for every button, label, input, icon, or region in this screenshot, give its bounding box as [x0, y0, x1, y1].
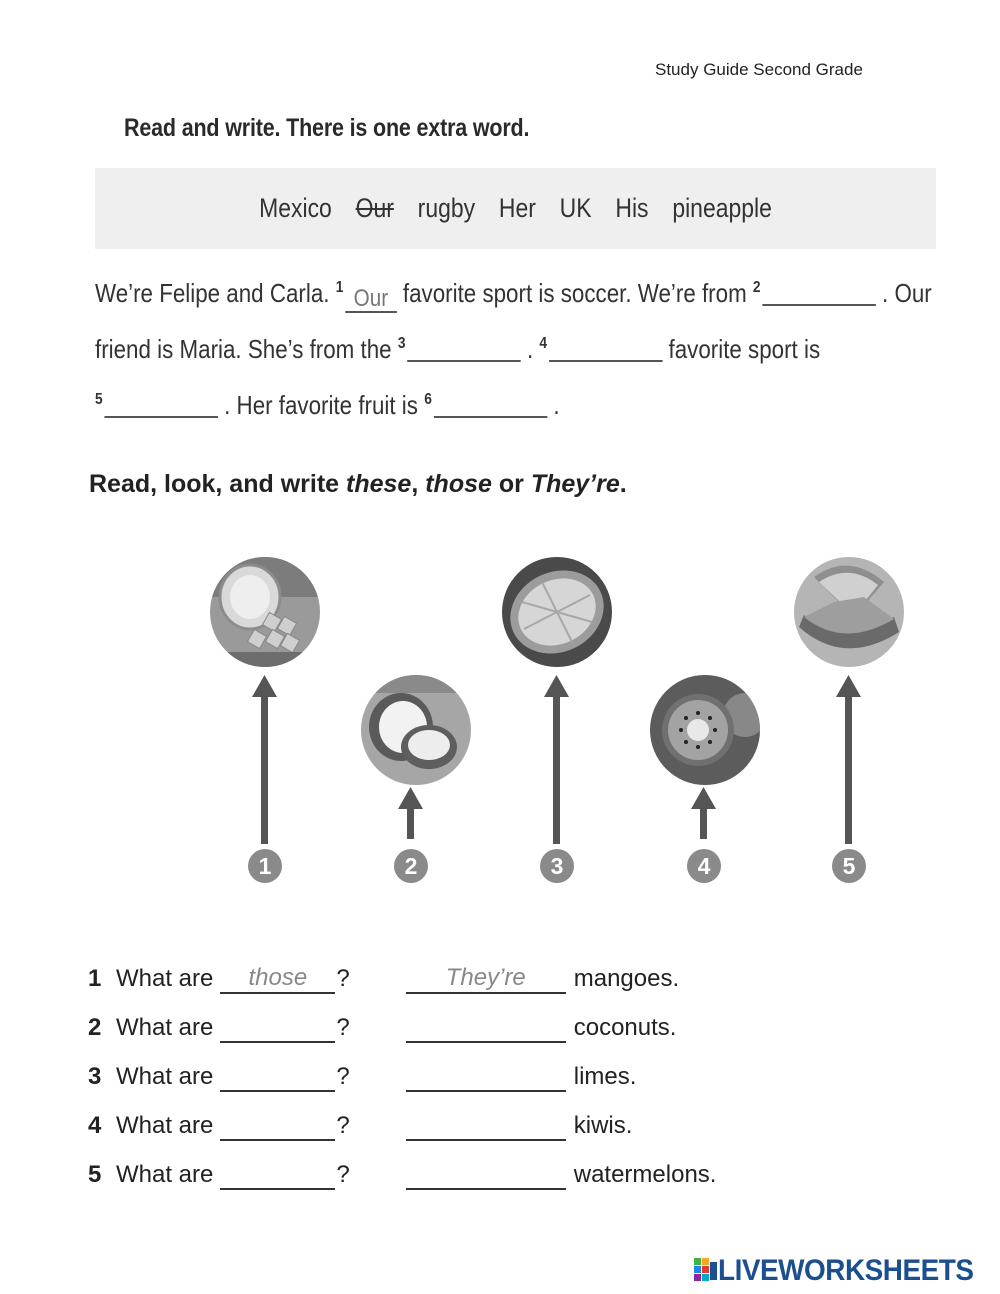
arrow-3: [553, 692, 560, 844]
paragraph-line-2: [95, 334, 820, 365]
blank-5[interactable]: [104, 390, 218, 418]
arrow-5: [845, 692, 852, 844]
answer-text: coconuts.: [573, 1014, 677, 1041]
question-text: What are: [116, 1112, 214, 1139]
arrow-4: [700, 805, 707, 839]
arrow-2: [407, 805, 414, 839]
question-mark: ?: [336, 1161, 350, 1188]
picture-number-3: 3: [540, 849, 574, 883]
answer-blank-b[interactable]: [406, 1111, 566, 1141]
picture-number-5: 5: [832, 849, 866, 883]
arrow-2-head: [398, 787, 423, 809]
answer-blank-a[interactable]: [220, 1160, 335, 1190]
arrow-5-head: [836, 675, 861, 697]
fruit-photo-1: [210, 557, 320, 667]
word-bank-item: UK: [559, 193, 592, 223]
logo-text: LIVEWORKSHEETS: [718, 1254, 974, 1287]
question-number: 3: [88, 1063, 102, 1090]
question-number: 5: [88, 1161, 102, 1188]
arrow-1-head: [252, 675, 277, 697]
answer-text: kiwis.: [573, 1112, 633, 1139]
answer-blank-a[interactable]: [220, 1062, 335, 1092]
blank-1[interactable]: Our: [345, 285, 397, 313]
answer-blank-a[interactable]: those: [220, 964, 335, 994]
blank-number: 3: [397, 335, 406, 352]
question-row-3: [88, 1059, 636, 1095]
arrow-4-head: [691, 787, 716, 809]
text: . Her favorite fruit is: [224, 390, 418, 420]
question-number: 2: [88, 1014, 102, 1041]
answer-text: mangoes.: [573, 965, 680, 992]
fruit-photo-4: [650, 675, 760, 785]
exercise1-title: Read and write. There is one extra word.: [124, 114, 530, 142]
question-number: 4: [88, 1112, 102, 1139]
question-text: What are: [116, 1014, 214, 1041]
answer-blank-b[interactable]: They’re: [406, 964, 566, 994]
blank-2[interactable]: [762, 278, 876, 306]
question-text: What are: [116, 1161, 214, 1188]
text: . Our: [882, 278, 932, 308]
fruit-photo-2: [361, 675, 471, 785]
fruit-photo-5: [794, 557, 904, 667]
question-text: What are: [116, 965, 214, 992]
text: friend is Maria. She’s from the: [95, 334, 392, 364]
logo-icon: [694, 1258, 718, 1284]
word-bank-item: rugby: [417, 193, 476, 223]
answer-blank-b[interactable]: [406, 1062, 566, 1092]
text: favorite sport is: [668, 334, 821, 364]
answer-blank-a[interactable]: [220, 1013, 335, 1043]
arrow-3-head: [544, 675, 569, 697]
question-text: What are: [116, 1063, 214, 1090]
question-row-2: [88, 1010, 676, 1046]
question-mark: ?: [336, 1014, 350, 1041]
word-bank: [95, 168, 936, 249]
picture-number-2: 2: [394, 849, 428, 883]
word-bank-item: pineapple: [672, 193, 772, 223]
text: .: [553, 390, 560, 420]
picture-number-1: 1: [248, 849, 282, 883]
answer-blank-a[interactable]: [220, 1111, 335, 1141]
question-mark: ?: [336, 1112, 350, 1139]
exercise2-title: Read, look, and write these, those or They’re.: [89, 470, 627, 498]
word-bank-item: His: [615, 193, 649, 223]
paragraph-line-3: [95, 390, 560, 421]
blank-number: 5: [95, 391, 103, 408]
question-row-5: [88, 1157, 716, 1193]
question-row-4: [88, 1108, 632, 1144]
text: We’re Felipe and Carla.: [95, 278, 330, 308]
word-bank-item: Her: [498, 193, 536, 223]
question-row-1: [88, 961, 679, 997]
paragraph-line-1: [95, 278, 932, 313]
word-bank-item: Mexico: [259, 193, 332, 223]
word-bank-item-struck: Our: [355, 193, 394, 223]
arrow-1: [261, 692, 268, 844]
blank-number: 2: [752, 279, 761, 296]
page-header-title: Study Guide Second Grade: [655, 60, 863, 79]
blank-3[interactable]: [407, 334, 521, 362]
blank-6[interactable]: [434, 390, 548, 418]
blank-number: 4: [539, 335, 548, 352]
question-number: 1: [88, 965, 102, 992]
text: .: [526, 334, 534, 364]
blank-4[interactable]: [549, 334, 663, 362]
answer-text: watermelons.: [573, 1161, 717, 1188]
blank-number: 1: [335, 279, 344, 296]
blank-number: 6: [424, 391, 432, 408]
answer-blank-b[interactable]: [406, 1160, 566, 1190]
text: favorite sport is soccer. We’re from: [402, 278, 747, 308]
fruit-photo-3: [502, 557, 612, 667]
question-mark: ?: [336, 965, 350, 992]
liveworksheets-logo[interactable]: [694, 1254, 993, 1288]
picture-number-4: 4: [687, 849, 721, 883]
answer-text: limes.: [573, 1063, 637, 1090]
answer-blank-b[interactable]: [406, 1013, 566, 1043]
question-mark: ?: [336, 1063, 350, 1090]
